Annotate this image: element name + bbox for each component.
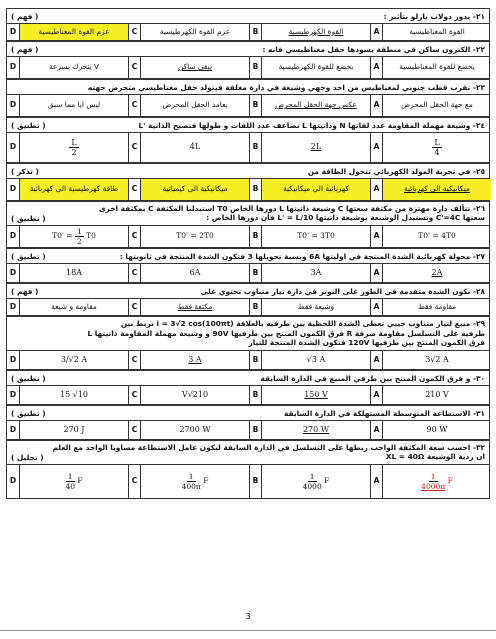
- skill-tag: ( تطبيق ): [11, 408, 46, 418]
- option-letter-b: B: [249, 421, 261, 439]
- skill-tag: ( تحليل ): [11, 453, 44, 462]
- question-header: [7, 441, 489, 465]
- option-a[interactable]: $\frac{L}{4}$: [382, 133, 491, 162]
- option-letter-a: A: [370, 133, 382, 162]
- option-a[interactable]: يخضع للقوة المغناطيسية: [382, 57, 491, 78]
- option-c[interactable]: يبقى ساكن: [140, 57, 249, 78]
- question-number: ٢٨-: [472, 286, 485, 296]
- option-c[interactable]: $\frac{1}{400\pi}$ F: [140, 465, 249, 498]
- question-text-line-2: سعتها C'=4C وتستبدل الوشيعة بوشيعة ذاتيتها L' = L/10 فأن دورها الخاص :: [206, 213, 485, 222]
- question-header: [7, 9, 489, 24]
- page-divider: [0, 630, 496, 631]
- question-number: ٢٩-: [472, 319, 485, 328]
- exam-sheet: [6, 8, 490, 499]
- question-text: محولة كهربائية الشدة المنتجة في اوليتها 6A ونسبة تحويلها 3 فتكون الشدة المنتجة في ثانويتها :: [119, 251, 471, 261]
- option-letter-c: C: [128, 264, 140, 282]
- question-28: [6, 283, 490, 316]
- option-letter-a: A: [370, 386, 382, 404]
- question-text: منبع لتيار متناوب جيبي تعطى الشدة اللحظية بين طرفيه بالعلاقة i = 3√2 cos(100πt) نربط بين: [120, 319, 471, 328]
- option-letter-c: C: [128, 57, 140, 78]
- question-number: ٢٧-: [472, 251, 485, 261]
- option-letter-d: D: [9, 301, 17, 311]
- skill-tag: ( فهم ): [11, 286, 39, 296]
- option-d[interactable]: عزم القوة المغناطيسية: [19, 24, 128, 40]
- options-row: [7, 299, 489, 316]
- question-header: [7, 371, 489, 386]
- option-letter-b: B: [249, 264, 261, 282]
- option-letter-b: B: [249, 386, 261, 404]
- option-letter-c: C: [128, 386, 140, 404]
- question-text: نقرب قطب جنوبي لمغناطيس من احد وجهي وشيعة في دارة مغلقة فيتولد حقل مغناطيسي متحرض جهته: [87, 82, 471, 92]
- question-25: [6, 163, 490, 201]
- question-text-line-2: ان ردية الوشيعة XL = 40Ω: [385, 452, 485, 461]
- question-number: ٢٢-: [472, 44, 485, 54]
- options-row: [7, 95, 489, 117]
- question-text: الكترون ساكن في منطقة يسودها حقل مغناطيسي فانه :: [262, 44, 471, 54]
- options-row: [7, 421, 489, 440]
- options-row: [7, 386, 489, 405]
- option-c[interactable]: T0' = 2T0: [140, 226, 249, 247]
- option-letter-a: A: [370, 24, 382, 40]
- option-letter-d: D: [9, 389, 17, 399]
- option-letter-b: B: [249, 133, 261, 162]
- option-a[interactable]: مع جهة الحقل المحرض: [382, 95, 491, 116]
- options-row: [7, 264, 489, 283]
- options-row: [7, 465, 489, 499]
- option-b[interactable]: 150 V: [261, 386, 370, 404]
- question-text-line-2: طرفيه على التسلسل مقاومة صرفة R فرق الكمون المنتج بين طرفيها 90V و وشيعة مهملة المقاومة ذاتيتها L: [87, 328, 485, 338]
- option-c[interactable]: عزم القوة الكهرطيسية: [140, 24, 249, 40]
- option-b[interactable]: القوة الكهرطيسية: [261, 24, 370, 40]
- question-number: ٢٤-: [472, 120, 485, 130]
- option-a[interactable]: 2A: [382, 264, 491, 282]
- option-b[interactable]: وشيعة فقط: [261, 299, 370, 315]
- skill-tag: ( تطبيق ): [11, 373, 46, 383]
- option-letter-b: B: [249, 24, 261, 40]
- option-letter-d: D: [9, 100, 17, 110]
- question-29: [6, 316, 490, 370]
- option-letter-a: A: [370, 264, 382, 282]
- option-letter-a: A: [370, 179, 382, 200]
- option-c[interactable]: 4L: [140, 133, 249, 162]
- option-letter-b: B: [249, 226, 261, 247]
- option-letter-d: D: [9, 231, 17, 241]
- option-d[interactable]: يتحرك بسرعة V: [19, 57, 128, 78]
- option-letter-a: A: [370, 95, 382, 116]
- page-number: 3: [245, 612, 251, 621]
- question-header: [7, 164, 489, 179]
- option-letter-c: C: [128, 24, 140, 40]
- option-b[interactable]: 2 L: [261, 133, 370, 162]
- question-23: [6, 79, 490, 117]
- question-number: ٢٦-: [472, 204, 485, 213]
- skill-tag: ( تطبيق ): [11, 251, 46, 261]
- question-header: [7, 202, 489, 226]
- option-d[interactable]: 270 J: [19, 421, 128, 439]
- option-letter-d: D: [9, 62, 17, 72]
- option-letter-d: D: [9, 184, 17, 194]
- option-b[interactable]: كهربائية الى ميكانيكية: [261, 179, 370, 200]
- option-letter-b: B: [249, 179, 261, 200]
- question-text: و فرق الكمون المنتج بين طرفي المنبع في الدارة السابقة: [260, 373, 471, 383]
- option-d[interactable]: 3/√2 A: [19, 351, 128, 369]
- option-letter-d: D: [9, 354, 17, 364]
- question-text: يدور دولاب بارلو بتأثير :: [383, 11, 471, 21]
- option-letter-c: C: [128, 179, 140, 200]
- option-c[interactable]: 3 A: [140, 351, 249, 369]
- question-text: تكون الشدة متقدمة في الطور على التوتر في دارة تيار متناوب تحتوي على: [200, 286, 471, 296]
- option-letter-c: C: [128, 351, 140, 369]
- options-row: [7, 57, 489, 79]
- option-letter-c: C: [128, 299, 140, 315]
- option-a[interactable]: القوة المغناطيسية: [382, 24, 491, 40]
- option-b[interactable]: √3 A: [261, 351, 370, 369]
- option-letter-b: B: [249, 351, 261, 369]
- option-d[interactable]: $\frac{1}{40}$ F: [19, 465, 128, 498]
- option-a[interactable]: 90 W: [382, 421, 491, 439]
- skill-tag: ( تطبيق ): [11, 214, 46, 223]
- options-row: [7, 24, 489, 41]
- option-a[interactable]: $\frac{1}{4000\pi}$ F: [382, 465, 491, 498]
- options-row: [7, 226, 489, 248]
- question-number: ٣٠-: [472, 373, 485, 383]
- question-21: [6, 8, 490, 41]
- question-27: [6, 248, 490, 283]
- skill-tag: ( تطبيق ): [11, 120, 46, 130]
- question-number: ٢١-: [472, 11, 485, 21]
- option-letter-a: A: [370, 465, 382, 498]
- option-letter-a: A: [370, 226, 382, 247]
- question-number: ٣٢-: [472, 443, 485, 452]
- question-header: [7, 118, 489, 133]
- skill-tag: ( فهم ): [11, 11, 39, 21]
- question-30: [6, 370, 490, 405]
- option-letter-a: A: [370, 421, 382, 439]
- option-d[interactable]: مقاومة و شيعة: [19, 299, 128, 315]
- option-d[interactable]: 15 √10: [19, 386, 128, 404]
- question-22: [6, 41, 490, 79]
- option-a[interactable]: T0' = 4T0: [382, 226, 491, 247]
- option-letter-a: A: [370, 57, 382, 78]
- option-letter-c: C: [128, 95, 140, 116]
- question-24: [6, 117, 490, 163]
- question-text-line-3: فرق الكمون المنتج بين طرفيها 120V فتكون الشدة المنتجة للتيار: [248, 338, 485, 347]
- option-a[interactable]: ميكانيكية الى كهربائية: [382, 179, 491, 200]
- question-text: وشيعة مهملة المقاومة عدد لفاتها N وذاتيتها L نضاعف عدد اللفات و طولها فتصبح الذاتية 'L: [138, 120, 471, 130]
- option-c[interactable]: مكثفة فقط: [140, 299, 249, 315]
- option-b[interactable]: عكس جهة الحقل المحرض: [261, 95, 370, 116]
- option-letter-d: D: [9, 267, 17, 277]
- question-header: [7, 284, 489, 299]
- option-b[interactable]: $\frac{1}{4000}$ F: [261, 465, 370, 498]
- option-d[interactable]: T0' = $\frac{1}{2}$ T0: [19, 226, 128, 247]
- option-letter-d: D: [9, 476, 17, 486]
- option-letter-b: B: [249, 95, 261, 116]
- option-letter-b: B: [249, 465, 261, 498]
- option-c[interactable]: ميكانيكية الى كيميائية: [140, 179, 249, 200]
- option-letter-a: A: [370, 351, 382, 369]
- option-letter-b: B: [249, 299, 261, 315]
- option-c[interactable]: يعامد الحقل المحرض: [140, 95, 249, 116]
- option-d[interactable]: $\frac{L}{2}$: [19, 133, 128, 162]
- option-d[interactable]: 18A: [19, 264, 128, 282]
- question-32: [6, 440, 490, 499]
- question-number: ٢٥-: [472, 166, 485, 176]
- options-row: [7, 133, 489, 163]
- option-letter-b: B: [249, 57, 261, 78]
- question-header: [7, 406, 489, 421]
- question-26: [6, 201, 490, 248]
- question-text: الاستطاعة المتوسطة المستهلكة في الدارة السابقة: [284, 408, 471, 418]
- option-c[interactable]: 2700 W: [140, 421, 249, 439]
- option-letter-c: C: [128, 226, 140, 247]
- option-letter-a: A: [370, 299, 382, 315]
- skill-tag: ( تذكر ): [11, 166, 39, 176]
- option-c[interactable]: V√210: [140, 386, 249, 404]
- question-number: ٣١-: [472, 408, 485, 418]
- option-b[interactable]: يخضع للقوة الكهرطيسية: [261, 57, 370, 78]
- question-header: [7, 317, 489, 351]
- question-number: ٢٣-: [472, 82, 485, 92]
- question-31: [6, 405, 490, 440]
- options-row: [7, 179, 489, 201]
- options-row: [7, 351, 489, 370]
- question-text: احسب سعة المكثفة الواجب ربطها على التسلسل في الدارة السابقة ليكون عامل الاستطاعة مساويا الواحد مع العلم: [52, 443, 471, 452]
- option-c[interactable]: 6A: [140, 264, 249, 282]
- option-b[interactable]: T0' = 3T0: [261, 226, 370, 247]
- option-d[interactable]: ليس ايا مما سبق: [19, 95, 128, 116]
- question-header: [7, 42, 489, 57]
- question-text: تتألف دارة مهتزة من مكثفة سعتها C وشيعة ذاتيتها L دورها الخاص T0 استبدلنا المكثفة C بمكثفة اخرى: [98, 204, 471, 213]
- option-a[interactable]: 210 V: [382, 386, 491, 404]
- skill-tag: ( فهم ): [11, 44, 39, 54]
- option-letter-d: D: [9, 142, 17, 152]
- option-letter-d: D: [9, 26, 17, 36]
- option-b[interactable]: 270 W: [261, 421, 370, 439]
- option-a[interactable]: مقاومة فقط: [382, 299, 491, 315]
- question-header: [7, 80, 489, 95]
- option-b[interactable]: 3A: [261, 264, 370, 282]
- option-d[interactable]: طاقة كهرطيسية الى كهربائية: [19, 179, 128, 200]
- option-letter-d: D: [9, 424, 17, 434]
- question-header: [7, 249, 489, 264]
- option-letter-c: C: [128, 465, 140, 498]
- option-a[interactable]: 3√2 A: [382, 351, 491, 369]
- question-text: في تجربة المولد الكهربائي تتحول الطاقة من: [307, 166, 471, 176]
- option-letter-c: C: [128, 421, 140, 439]
- option-letter-c: C: [128, 133, 140, 162]
